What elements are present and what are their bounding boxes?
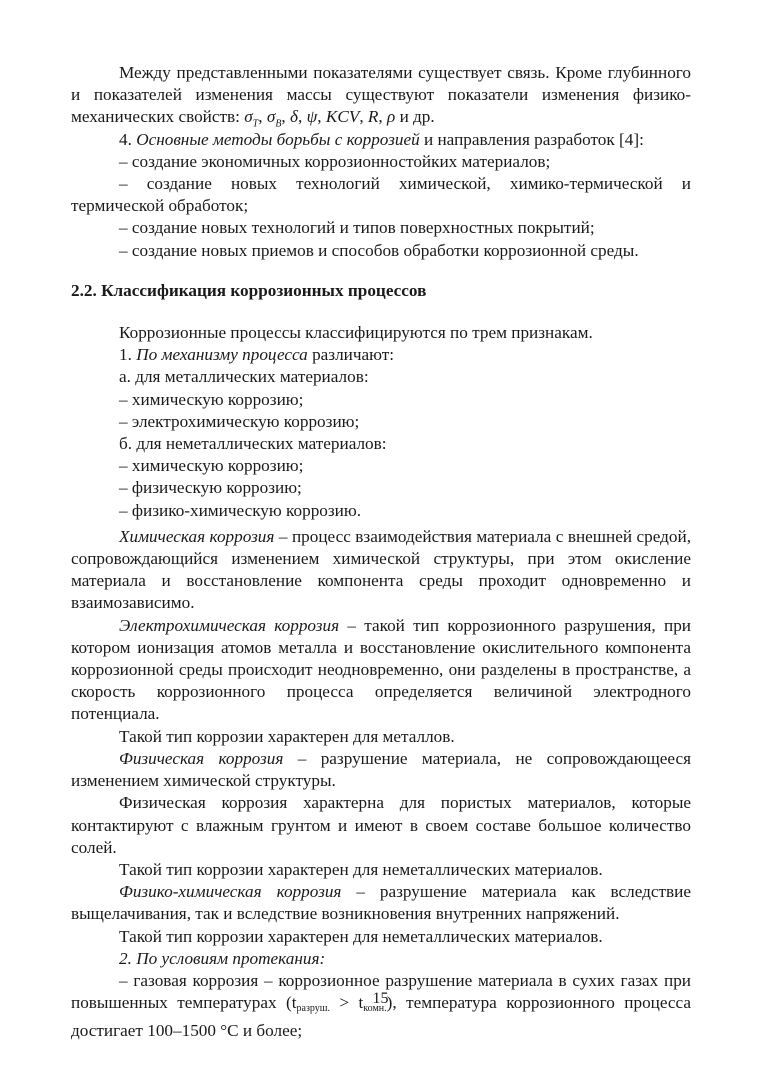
definition-text: – разрушение материала, не сопровождающееся изменением химической структуры. xyxy=(71,748,691,791)
section-intro: Коррозионные процессы классифицируются по трем признакам. xyxy=(119,323,593,343)
note-nonmetals: Такой тип коррозии характерен для неметаллических материалов. xyxy=(119,926,603,946)
criterion-1-title: По механизму процесса xyxy=(136,345,308,365)
intro-text: Между представленными показателями существует связь. Кроме глубинного и показателей изменения массы существуют показатели изменения физико-механических свойств: xyxy=(71,63,691,127)
methods-item: – создание экономичных коррозионностойких материалов; xyxy=(119,151,551,171)
definition-electrochemical xyxy=(71,615,691,726)
definition-term: Химическая коррозия xyxy=(119,526,275,546)
list-b-label: б. для неметаллических материалов: xyxy=(119,434,387,454)
list-a-label: а. для металлических материалов: xyxy=(119,367,369,387)
methods-item: – создание новых технологий и типов поверхностных покрытий; xyxy=(119,218,595,238)
symbol-kcv: KCV xyxy=(325,107,360,127)
symbol-delta: δ xyxy=(290,107,299,127)
definition-text: – такой тип коррозионного разрушения, при котором ионизация атомов металла и восстановление окислительного компонента коррозионной среды происходит неодновременно, они разделены в пространстве, а скорость коррозионного процесса определяется величиной электродного потенциала. xyxy=(71,615,691,724)
symbol-sigma-t: $\sigma_T$ xyxy=(244,107,259,130)
symbol-psi: ψ xyxy=(306,107,318,127)
list-a-item: – электрохимическую коррозию; xyxy=(119,411,360,431)
criterion-1-number: 1. xyxy=(119,345,137,365)
definition-term: Электрохимическая коррозия xyxy=(119,615,340,635)
definition-chemical xyxy=(71,526,691,615)
methods-number: 4. xyxy=(119,129,132,149)
gas-text: > t xyxy=(329,993,364,1013)
methods-title-rest: и направления разработок [4]: xyxy=(419,129,644,149)
list-b-item: – физическую коррозию; xyxy=(119,478,302,498)
criterion-2: 2. По условиям протекания: xyxy=(119,948,326,968)
list-b-item: – физико-химическую коррозию. xyxy=(119,500,362,520)
definition-text: – процесс взаимодействия материала с внешней средой, сопровождающийся изменением химической структуры, при этом окисление материала и восстановление компонента среды проходит одновременно и взаимозависимо. xyxy=(71,526,692,613)
symbol-r: R xyxy=(367,107,379,127)
note-metals: Такой тип коррозии характерен для металлов. xyxy=(119,726,455,746)
subscript: комн. xyxy=(363,1003,387,1015)
subscript: разруш. xyxy=(296,1003,330,1015)
intro-paragraph: Между представленными показателями существует связь. Кроме глубинного и показателей изменения массы существуют показатели изменения физико-механических свойств: $\sigma_T$, $\sigma_B$, δ, ψ, KCV, R, ρ и др. xyxy=(71,63,691,130)
definition-physchem xyxy=(71,881,691,925)
criterion-1-rest: различают: xyxy=(307,345,395,365)
definition-term: Физическая коррозия xyxy=(119,748,284,768)
methods-title-italic: Основные методы борьбы с коррозией xyxy=(136,129,420,149)
methods-title xyxy=(71,129,691,151)
intro-tail: и др. xyxy=(395,107,435,127)
methods-item: – создание новых приемов и способов обработки коррозионной среды. xyxy=(119,240,639,260)
list-a-item: – химическую коррозию; xyxy=(119,389,304,409)
methods-item: – создание новых технологий химической, химико-термической и термической обработок; xyxy=(71,174,691,216)
gas-text: – газовая коррозия – коррозионное разрушение материала в сухих газах при повышенных температурах (t xyxy=(71,970,691,1013)
definition-physical xyxy=(71,748,691,792)
criterion-1 xyxy=(71,344,691,366)
symbol-rho: ρ xyxy=(387,107,396,127)
gas-text: ), температура коррозионного процесса достигает 100–1500 °С и более; xyxy=(71,993,692,1041)
document-page xyxy=(71,62,691,1043)
page-number: 15 xyxy=(372,990,389,1007)
physical-note: Физическая коррозия характерна для пористых материалов, которые контактируют с влажным грунтом и имеют в своем составе большое количество солей. xyxy=(71,793,691,857)
note-nonmetals: Такой тип коррозии характерен для неметаллических материалов. xyxy=(119,859,603,879)
section-heading: 2.2. Классификация коррозионных процессов xyxy=(71,280,427,300)
definition-term: Физико-химическая коррозия xyxy=(119,882,342,902)
definition-text: – разрушение материала как вследствие выщелачивания, так и вследствие возникновения внутренних напряжений. xyxy=(71,882,691,924)
list-b-item: – химическую коррозию; xyxy=(119,456,304,476)
symbol-sigma-b: $\sigma_B$ xyxy=(266,107,282,130)
